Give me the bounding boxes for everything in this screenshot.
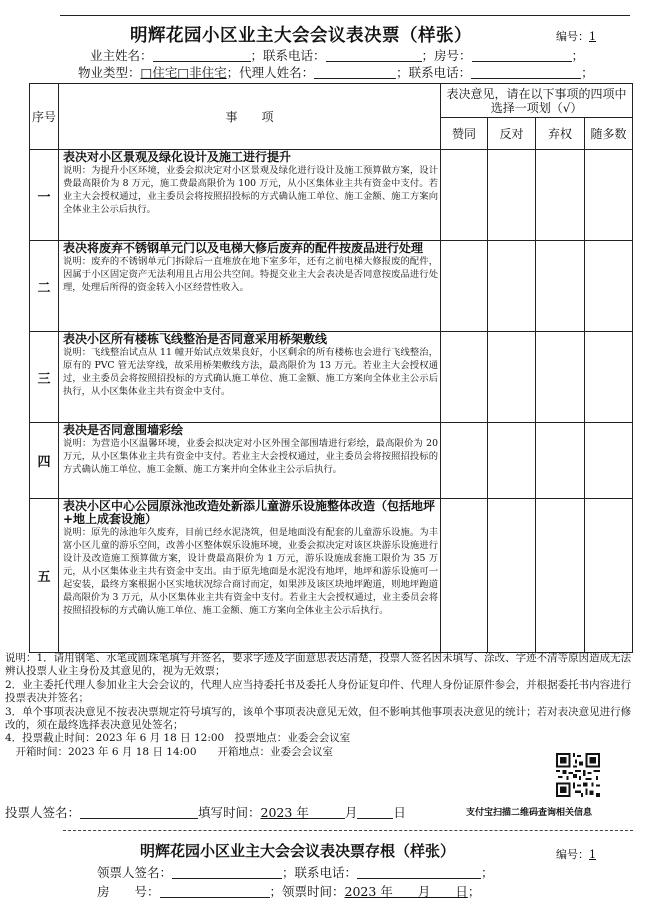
choice-header-follow-majority: 随多数 (585, 118, 633, 150)
fill-month-label: 月 (344, 805, 358, 820)
owner-phone-field[interactable] (326, 49, 422, 62)
stub-row-receiver (97, 863, 494, 881)
stub-receiver-label: 领票人签名： (97, 865, 173, 880)
item-description: 说明：废弃的不锈钢单元门拆除后一直堆放在地下室多年，还有之前电梯大修报废的配件，因属于小区固定资产无法利用且占用公共空间。特提交业主大会表决是否同意按废品进行处理，处理后所得的资金转入小区经营性收入。 (63, 256, 438, 293)
proxy-name-label: ；代理人姓名： (226, 65, 315, 80)
item-cell (59, 499, 441, 653)
vote-cell-abstain[interactable] (536, 423, 585, 499)
item-cell (59, 332, 441, 423)
proxy-name-field[interactable] (314, 66, 396, 79)
stub-phone-label: ；联系电话： (282, 865, 358, 880)
vote-cell-oppose[interactable] (488, 423, 536, 499)
vote-cell-abstain[interactable] (536, 241, 585, 332)
item-number: 一 (30, 150, 59, 241)
table-row (30, 241, 633, 332)
voter-sign-label: 投票人签名： (5, 805, 81, 820)
instructions (5, 652, 635, 759)
instruction-line: 2．业主委托代理人参加业主大会会议的，代理人应当持委托书及委托人身份证复印件、代理人身份证原件参会，并根据委托书内容进行投票表决并签名； (5, 678, 632, 705)
choice-header-agree: 赞同 (441, 118, 488, 150)
item-number: 四 (30, 423, 59, 499)
stub-room-label: 房 号： (97, 884, 160, 899)
vote-cell-agree[interactable] (441, 241, 488, 332)
instruction-line: 说明：1．请用钢笔、水笔或圆珠笔填写并签名，要求字迹及字面意思表达清楚，投票人签名因未填写、涂改、字迹不清等原因造成无法辨认投票人业主身份及其意见的，视为无效票； (5, 652, 632, 678)
table-row (30, 499, 633, 653)
property-type-options[interactable]: □住宅□非住宅 (140, 65, 227, 80)
row1-end: ； (571, 48, 585, 63)
vote-cell-abstain[interactable] (536, 150, 585, 241)
vote-cell-follow-majority[interactable] (585, 150, 633, 241)
serial-number (556, 28, 596, 44)
serial-value: 1 (589, 30, 596, 43)
room-label: ；房号： (421, 48, 472, 63)
qr-code-icon[interactable] (556, 753, 600, 797)
item-title: 表决将废弃不锈钢单元门以及电梯大修后废弃的配件按废品进行处理 (63, 241, 424, 255)
col-header-seq: 序号 (30, 84, 59, 150)
vote-cell-abstain[interactable] (536, 499, 585, 653)
proxy-phone-field[interactable] (471, 66, 581, 79)
fill-day-field[interactable] (357, 806, 393, 819)
choice-header-abstain: 弃权 (536, 118, 585, 150)
col-header-opinion: 表决意见，请在以下事项的四项中选择一项划（√） (441, 84, 633, 118)
stub-receive-time-label: ；领票时间： (269, 884, 345, 899)
stub-title: 明辉花园小区业主大会会议表决票存根（样张） (140, 842, 456, 860)
stub-phone-field[interactable] (357, 866, 481, 879)
vote-cell-follow-majority[interactable] (585, 423, 633, 499)
stub-receiver-field[interactable] (172, 866, 282, 879)
serial-label: 编号： (556, 30, 589, 43)
stub-room-field[interactable] (160, 885, 270, 898)
item-description: 说明：为营造小区温馨环境，业委会拟决定对小区外围全部围墙进行彩绘，最高限价为 20 万元，从小区集体业主共有资金中支付。若业主大会授权通过，业主委员会将按照招投标的方式确认施工单位、施工金额、施工方案并向全体业主公示后执行。 (63, 438, 438, 475)
page-title: 明辉花园小区业主大会会议表决票（样张） (130, 26, 472, 46)
vote-cell-follow-majority[interactable] (585, 332, 633, 423)
vote-cell-follow-majority[interactable] (585, 241, 633, 332)
proxy-info-row (78, 63, 594, 81)
col-header-item: 事 项 (59, 84, 441, 150)
vote-cell-oppose[interactable] (488, 150, 536, 241)
row2-end: ； (581, 65, 594, 80)
vote-cell-abstain[interactable] (536, 332, 585, 423)
owner-name-label: 业主姓名： (90, 48, 153, 63)
owner-phone-label: ；联系电话： (250, 48, 326, 63)
vote-cell-agree[interactable] (441, 499, 488, 653)
cut-line (63, 830, 633, 831)
item-description: 说明：为提升小区环境，业委会拟决定对小区景观及绿化进行设计及施工预算做方案，设计费最高限价为 8 万元，施工费最高限价为 100 万元，从小区集体业主共有资金中支付。若业主大会授权通过，业主委员会将按照招投标的方式确认施工单位、施工金额、施工方案向全体业主公示后执行。 (63, 165, 438, 215)
stub-receive-time-value[interactable]: 2023 年 月 日 (344, 884, 468, 899)
choice-header-oppose: 反对 (488, 118, 536, 150)
vote-cell-oppose[interactable] (488, 499, 536, 653)
owner-info-row (90, 46, 584, 64)
vote-cell-oppose[interactable] (488, 241, 536, 332)
table-row (30, 150, 633, 241)
item-cell (59, 150, 441, 241)
alipay-hint: 支付宝扫描二维码查询相关信息 (466, 808, 593, 818)
item-number: 二 (30, 241, 59, 332)
proxy-phone-label: ；联系电话： (396, 65, 472, 80)
item-number: 五 (30, 499, 59, 653)
room-field[interactable] (472, 49, 572, 62)
vote-cell-agree[interactable] (441, 332, 488, 423)
instruction-line: 3．单个事项表决意见不按表决票规定符号填写的，该单个事项表决意见无效，但不影响其他事项表决意见的统计；若对表决意见进行修改的，须在最终选择表决意见处签名； (5, 705, 632, 732)
item-cell (59, 423, 441, 499)
instruction-line: 开箱时间：2023 年 6 月 18 日 14:00 开箱地点：业委会会议室 (5, 745, 334, 758)
stub-row1-end: ； (481, 865, 494, 880)
voter-sign-field[interactable] (80, 806, 198, 819)
property-type-label: 物业类型： (78, 65, 141, 80)
fill-year: 2023 年 (260, 805, 309, 820)
ballot-table (29, 83, 633, 653)
table-row (30, 332, 633, 423)
fill-day-label: 日 (393, 805, 406, 820)
stub-serial-value: 1 (589, 848, 596, 861)
top-rule (60, 15, 630, 16)
vote-cell-oppose[interactable] (488, 332, 536, 423)
item-title: 表决是否同意围墙彩绘 (63, 423, 184, 437)
item-cell (59, 241, 441, 332)
item-description: 说明：飞线整治试点从 11 幢开始试点效果良好，小区剩余的所有楼栋也会进行飞线整治，原有的 PVC 管无法穿线，故采用桥架敷线方法，最高限价为 13 万元。若业主大会授权通过，业主委员会将按照招投标的方式确认施工单位、施工金额、施工方案向全体业主公示后执行，从小区集体业主共有资金中支付。 (63, 347, 438, 397)
stub-serial-number (556, 846, 596, 862)
fill-month-field[interactable] (309, 806, 345, 819)
item-title: 表决小区所有楼栋飞线整治是否同意采用桥架敷线 (63, 332, 328, 346)
instruction-line: 4．投票截止时间：2023 年 6 月 18 日 12:00 投票地点：业委会会议室 (5, 732, 351, 745)
signature-row (5, 803, 406, 821)
owner-name-field[interactable] (153, 49, 251, 62)
item-number: 三 (30, 332, 59, 423)
stub-row-room (97, 882, 480, 900)
vote-cell-follow-majority[interactable] (585, 499, 633, 653)
vote-cell-agree[interactable] (441, 150, 488, 241)
fill-time-label: 填写时间： (198, 805, 261, 820)
item-title: 表决对小区景观及绿化设计及施工进行提升 (63, 150, 292, 164)
table-row (30, 423, 633, 499)
stub-row2-end: ； (467, 884, 481, 899)
stub-serial-label: 编号： (556, 848, 589, 861)
vote-cell-agree[interactable] (441, 423, 488, 499)
item-description: 说明：原先的泳池年久废弃，目前已经水泥浇筑，但是地面没有配套的儿童游乐设施。为丰富小区儿童的游乐空间，改善小区整体娱乐设施环境，业委会拟决定对该区块游乐设施进行设计及改造施工预算做方案，设计费最高限价为 1 万元，游乐设施成套施工限价为 35 万元，从小区集体业主共有资金中支出。由于原先地面是水泥没有地坪，地坪和游乐设施可一起安装，最终方案根据小区实地状况综合商讨而定，如果涉及该区块地坪跑道，则地坪跑道最高限价为 3 万元，从小区集体业主共有资金中支付。若业主大会授权通过，业主委员会将按照招投标的方式确认施工单位、施工金额、施工方案向全体业主公示后执行。 (63, 527, 438, 616)
item-title: 表决小区中心公园原泳池改造处新添儿童游乐设施整体改造（包括地坪+地上成套设施） (63, 499, 436, 526)
